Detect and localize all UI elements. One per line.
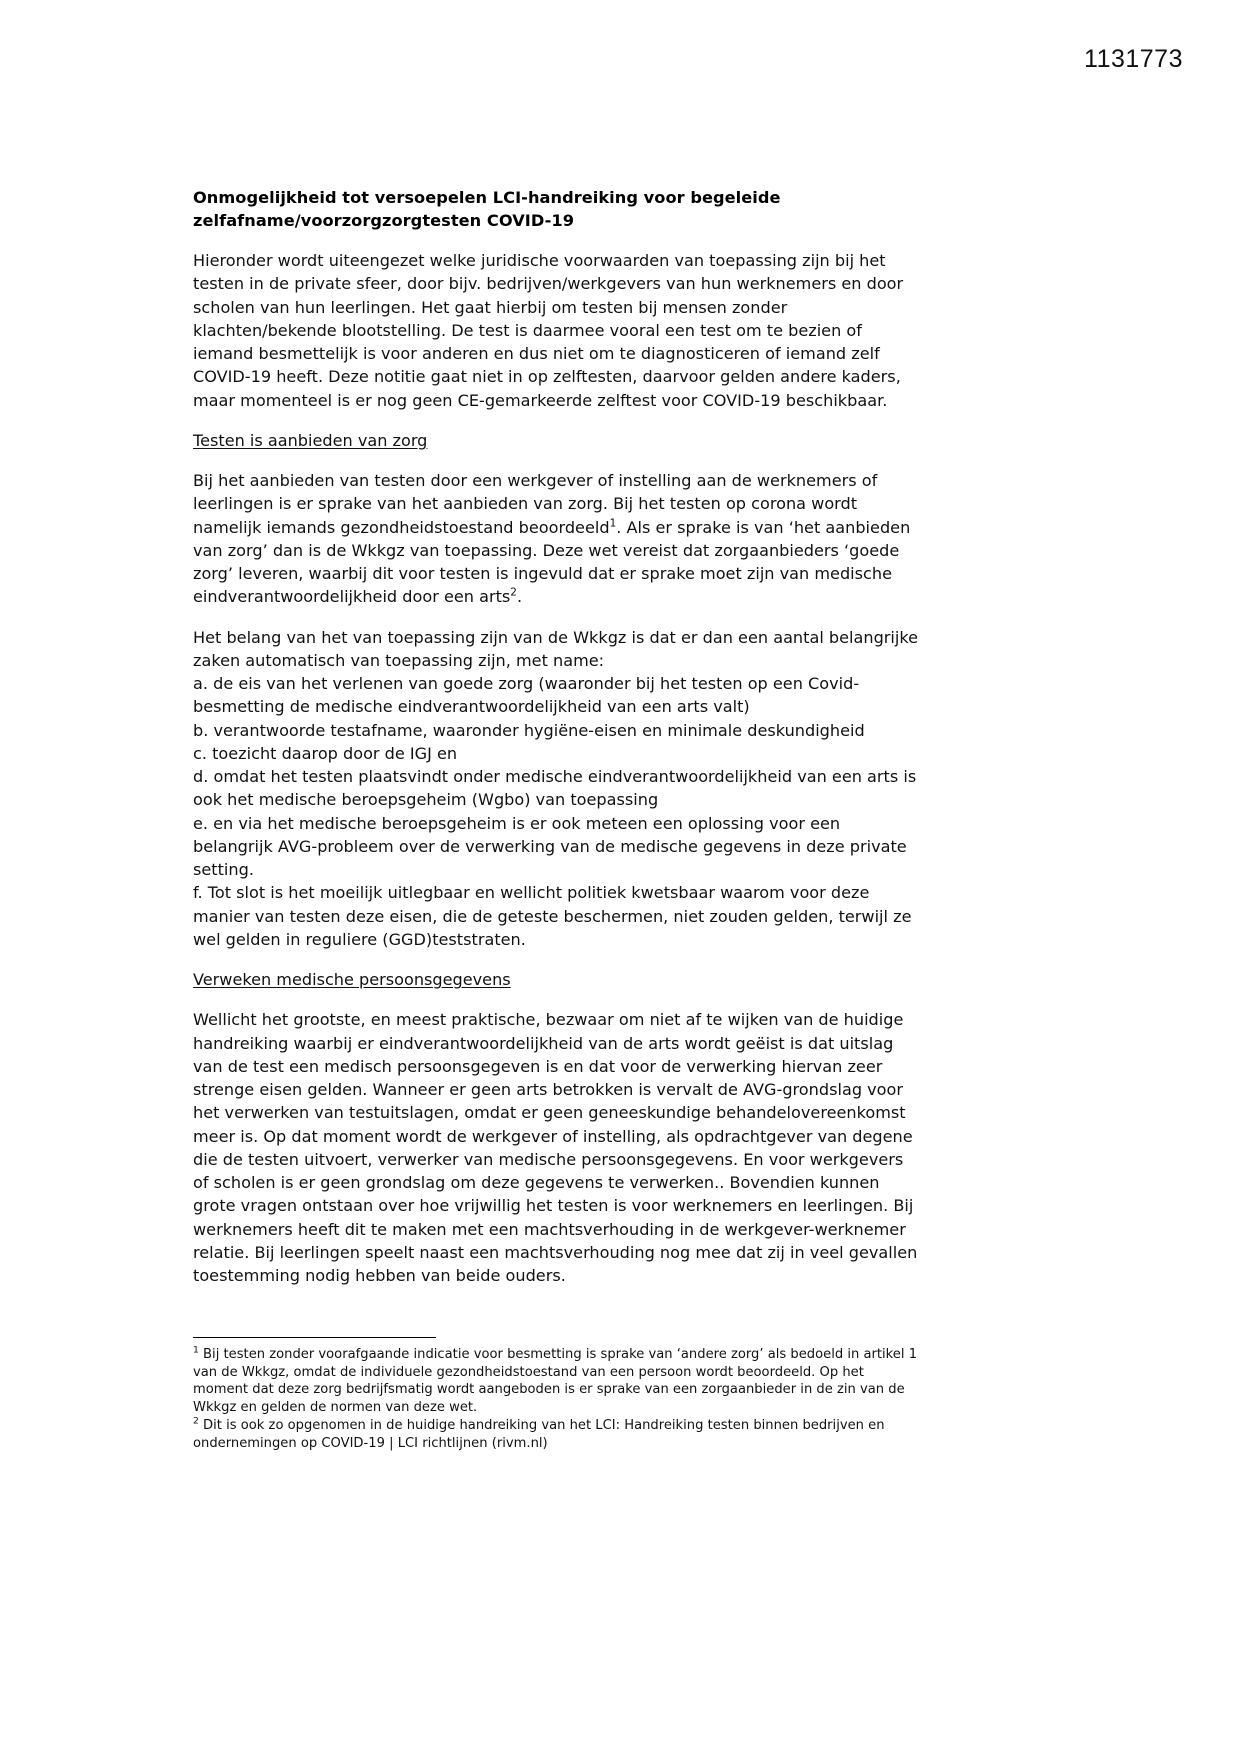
footnote-separator [193,1337,436,1338]
section-1-paragraph-2-intro: Het belang van het van toepassing zijn van de Wkkgz is dat er dan een aantal belangrijke zaken automatisch van toepassing zijn, met name: [193,627,919,670]
footnote-ref-2[interactable]: 2 [510,586,517,599]
section-heading-verweken-medische-persoonsgegevens [193,968,920,991]
section-heading-testen-is-aanbieden-van-zorg [193,429,920,452]
document-number: 1131773 [1084,45,1183,73]
section-heading-label: Testen is aanbieden van zorg [193,430,428,450]
section-heading-label: Verweken medische persoonsgegevens [193,970,511,989]
footnotes-section [193,1337,920,1452]
footnote-1-text: Bij testen zonder voorafgaande indicatie voor besmetting is sprake van ‘andere zorg’ als bedoeld in artikel 1 van de Wkkgz, omdat de individuele gezondheidstoestand van een persoon wordt beoordeeld. Op het moment dat deze zorg bedrijfsmatig wordt aangeboden is er sprake van een zorgaanbieder in de zin van de Wkkgz en gelden de normen van deze wet. [193,1347,918,1416]
section-1-paragraph-1-part-b: . Als er sprake is van ‘het aanbieden van zorg’ dan is de Wkkgz van toepassing. Deze wet vereist dat zorgaanbieders ‘goede zorg’ leveren, waarbij dit voor testen is ingevuld dat er sprake moet zijn van medische eindverantwoordelijkheid door een arts [193,517,911,607]
footnote-2-text: Dit is ook zo opgenomen in de huidige handreiking van het LCI: Handreiking testen binnen bedrijven en ondernemingen op COVID-19 | LCI richtlijnen (rivm.nl) [193,1417,885,1451]
section-2-paragraph: Wellicht het grootste, en meest praktische, bezwaar om niet af te wijken van de huidige handreiking waarbij er eindverantwoordelijkheid van de arts wordt geëist is dat uitslag van de test een medisch persoonsgegeven is en dat voor de verwerking hiervan zeer strenge eisen gelden. Wanneer er geen arts betrokken is vervalt de AVG-grondslag voor het verwerken van testuitslagen, omdat er geen geneeskundige behandelovereenkomst meer is. Op dat moment wordt de werkgever of instelling, als opdrachtgever van degene die de testen uitvoert, verwerker van medische persoonsgegevens. En voor werkgevers of scholen is er geen grondslag om deze gegevens te verwerken.. Bovendien kunnen grote vragen ontstaan over hoe vrijwillig het testen is voor werknemers en leerlingen. Bij werknemers heeft dit te maken met een machtsverhouding in de werkgever-werknemer relatie. Bij leerlingen speelt naast een machtsverhouding nog mee dat zij in veel gevallen toestemming nodig hebben van beide ouders. [193,1010,918,1285]
list-item: f. Tot slot is het moeilijk uitlegbaar en wellicht politiek kwetsbaar waarom voor deze manier van testen deze eisen, die de geteste beschermen, niet zouden gelden, terwijl ze wel gelden in reguliere (GGD)teststraten. [193,883,912,949]
section-1-paragraph-1-part-a: Bij het aanbieden van testen door een werkgever of instelling aan de werknemers of leerlingen is er sprake van het aanbieden van zorg. Bij het testen op corona wordt namelijk iemands gezondheidstoestand beoordeeld [193,471,878,537]
list-item: d. omdat het testen plaatsvindt onder medische eindverantwoordelijkheid van een arts is ook het medische beroepsgeheim (Wgbo) van toepassing [193,767,917,810]
footnote-2-marker: 2 [193,1415,199,1427]
page-title: Onmogelijkheid tot versoepelen LCI-handreiking voor begeleide zelfafname/voorzorgzorgtesten COVID-19 [193,188,781,230]
list-item: c. toezicht daarop door de IGJ en [193,743,458,763]
list-item: a. de eis van het verlenen van goede zorg (waaronder bij het testen op een Covid-besmetting de medische eindverantwoordelijkheid van een arts valt) [193,674,860,717]
document-body [193,186,920,1304]
footnote-ref-1[interactable]: 1 [609,517,617,530]
footnote-1 [193,1346,920,1417]
list-item: b. verantwoorde testafname, waaronder hygiëne-eisen en minimale deskundigheid [193,720,865,740]
intro-paragraph: Hieronder wordt uiteengezet welke juridische voorwaarden van toepassing zijn bij het testen in de private sfeer, door bijv. bedrijven/werkgevers van hun werknemers en door scholen van hun leerlingen. Het gaat hierbij om testen bij mensen zonder klachten/bekende blootstelling. De test is daarmee vooral een test om te bezien of iemand besmettelijk is voor anderen en dus niet om te diagnosticeren of iemand zelf COVID-19 heeft. Deze notitie gaat niet in op zelftesten, daarvoor gelden andere kaders, maar momenteel is er nog geen CE-gemarkeerde zelftest voor COVID-19 beschikbaar. [193,251,904,410]
section-1-paragraph-1 [193,469,920,609]
list-item: e. en via het medische beroepsgeheim is er ook meteen een oplossing voor een belangrijk AVG-probleem over de verwerking van de medische gegevens in deze private setting. [193,813,907,879]
footnote-2 [193,1417,920,1452]
footnote-1-marker: 1 [193,1344,199,1356]
section-1-paragraph-1-part-c: . [516,587,523,607]
